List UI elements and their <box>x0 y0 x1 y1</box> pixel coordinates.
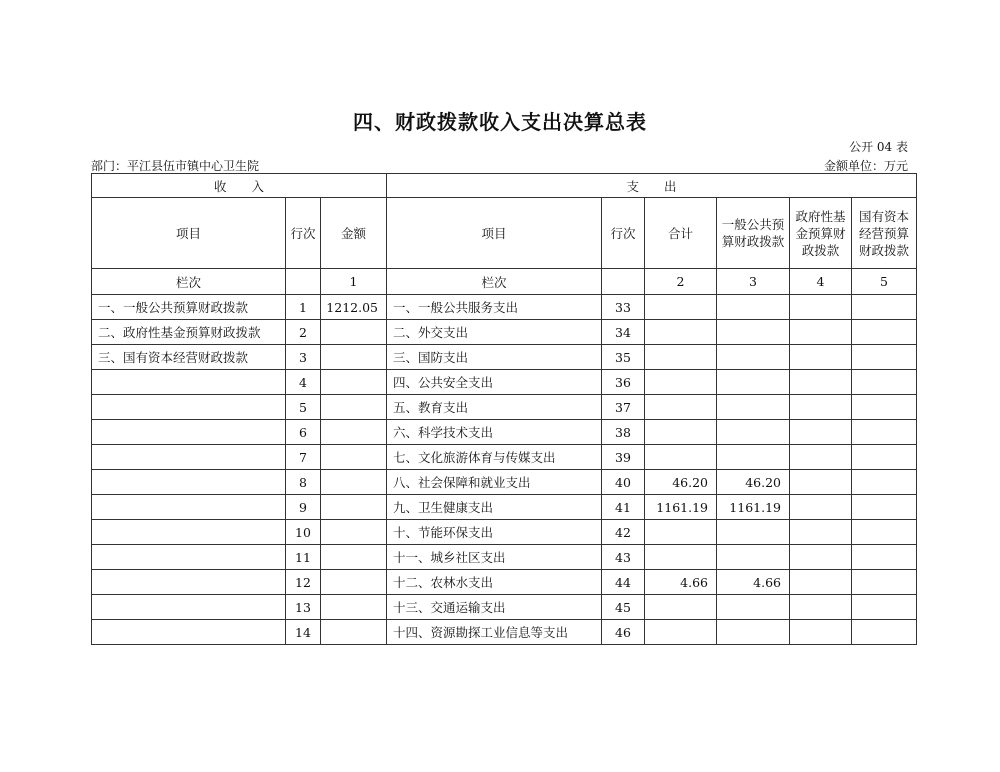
income-amount-cell <box>321 395 387 420</box>
expense-total-cell <box>645 420 717 445</box>
expense-govfund-cell <box>790 570 852 595</box>
expense-line-cell: 34 <box>602 320 645 345</box>
expense-item-cell: 七、文化旅游体育与传媒支出 <box>387 445 602 470</box>
expense-line-cell: 33 <box>602 295 645 320</box>
income-amount-cell <box>321 420 387 445</box>
expense-item-cell: 三、国防支出 <box>387 345 602 370</box>
expense-index-label: 栏次 <box>387 269 602 295</box>
expense-general-cell: 4.66 <box>717 570 790 595</box>
table-row <box>92 595 917 620</box>
expense-govfund-cell <box>790 470 852 495</box>
expense-item-cell: 十、节能环保支出 <box>387 520 602 545</box>
page-title: 四、财政拨款收入支出决算总表 <box>353 110 647 134</box>
expense-total-cell: 4.66 <box>645 570 717 595</box>
income-item-cell <box>92 495 286 520</box>
expense-stateowned-header: 国有资本经营预算财政拨款 <box>852 198 917 269</box>
expense-line-cell: 37 <box>602 395 645 420</box>
expense-stateowned-cell <box>852 620 917 645</box>
income-item-cell <box>92 570 286 595</box>
expense-total-cell <box>645 370 717 395</box>
expense-total-cell <box>645 620 717 645</box>
expense-item-cell: 十一、城乡社区支出 <box>387 545 602 570</box>
table-row <box>92 345 917 370</box>
table-row <box>92 495 917 520</box>
expense-govfund-cell <box>790 395 852 420</box>
expense-govfund-cell <box>790 320 852 345</box>
expense-line-cell: 41 <box>602 495 645 520</box>
expense-line-cell: 43 <box>602 545 645 570</box>
expense-item-cell: 五、教育支出 <box>387 395 602 420</box>
table-row <box>92 520 917 545</box>
expense-total-header: 合计 <box>645 198 717 269</box>
income-amount-cell <box>321 620 387 645</box>
expense-line-cell: 44 <box>602 570 645 595</box>
expense-general-cell <box>717 595 790 620</box>
expense-stateowned-cell <box>852 370 917 395</box>
expense-govfund-cell <box>790 295 852 320</box>
expense-item-header: 项目 <box>387 198 602 269</box>
expense-total-cell <box>645 445 717 470</box>
income-amount-cell <box>321 595 387 620</box>
table-row <box>92 470 917 495</box>
income-line-cell: 14 <box>286 620 321 645</box>
department-label: 部门：平江县伍市镇中心卫生院 <box>91 159 260 173</box>
expense-stateowned-cell <box>852 445 917 470</box>
expense-general-cell <box>717 420 790 445</box>
expense-stateowned-cell <box>852 495 917 520</box>
income-line-cell: 5 <box>286 395 321 420</box>
income-line-cell: 8 <box>286 470 321 495</box>
expense-total-cell <box>645 320 717 345</box>
expense-govfund-cell <box>790 620 852 645</box>
income-line-cell: 9 <box>286 495 321 520</box>
expense-stateowned-cell <box>852 470 917 495</box>
expense-govfund-cell <box>790 545 852 570</box>
expense-stateowned-cell <box>852 570 917 595</box>
expense-total-cell <box>645 345 717 370</box>
expense-general-header: 一般公共预算财政拨款 <box>717 198 790 269</box>
income-item-cell: 一、一般公共预算财政拨款 <box>92 295 286 320</box>
income-amount-cell <box>321 320 387 345</box>
income-line-cell: 10 <box>286 520 321 545</box>
income-item-cell: 二、政府性基金预算财政拨款 <box>92 320 286 345</box>
income-item-cell <box>92 595 286 620</box>
income-item-cell <box>92 445 286 470</box>
expense-item-cell: 一、一般公共服务支出 <box>387 295 602 320</box>
income-line-no-header: 行次 <box>286 198 321 269</box>
income-amount-cell <box>321 570 387 595</box>
income-line-cell: 3 <box>286 345 321 370</box>
income-amount-cell <box>321 470 387 495</box>
expense-stateowned-cell <box>852 395 917 420</box>
table-row <box>92 570 917 595</box>
income-section-header: 收 入 <box>92 174 387 198</box>
expense-govfund-header: 政府性基金预算财政拨款 <box>790 198 852 269</box>
expense-stateowned-cell <box>852 595 917 620</box>
income-amount-cell <box>321 345 387 370</box>
expense-general-cell: 1161.19 <box>717 495 790 520</box>
income-item-cell <box>92 520 286 545</box>
income-item-cell <box>92 395 286 420</box>
income-item-header: 项目 <box>92 198 286 269</box>
section-header-row <box>92 174 917 198</box>
income-item-cell <box>92 370 286 395</box>
govfund-index: 4 <box>790 269 852 295</box>
column-index-row <box>92 269 917 295</box>
income-index-label: 栏次 <box>92 269 286 295</box>
budget-summary-table <box>91 173 917 645</box>
expense-general-cell <box>717 320 790 345</box>
form-code: 公开 04 表 <box>849 140 908 154</box>
income-line-cell: 13 <box>286 595 321 620</box>
expense-stateowned-cell <box>852 545 917 570</box>
expense-govfund-cell <box>790 520 852 545</box>
income-amount-cell <box>321 445 387 470</box>
expense-general-cell: 46.20 <box>717 470 790 495</box>
income-line-cell: 12 <box>286 570 321 595</box>
column-header-row <box>92 198 917 269</box>
income-amount-cell <box>321 370 387 395</box>
income-line-cell: 2 <box>286 320 321 345</box>
table-row <box>92 545 917 570</box>
expense-govfund-cell <box>790 445 852 470</box>
expense-govfund-cell <box>790 495 852 520</box>
expense-govfund-cell <box>790 420 852 445</box>
general-index: 3 <box>717 269 790 295</box>
income-amount-index: 1 <box>321 269 387 295</box>
expense-item-cell: 十四、资源勘探工业信息等支出 <box>387 620 602 645</box>
expense-general-cell <box>717 345 790 370</box>
table-row <box>92 295 917 320</box>
expense-general-cell <box>717 370 790 395</box>
expense-total-cell: 1161.19 <box>645 495 717 520</box>
expense-stateowned-cell <box>852 520 917 545</box>
expense-line-cell: 45 <box>602 595 645 620</box>
income-item-cell <box>92 470 286 495</box>
income-amount-cell: 1212.05 <box>321 295 387 320</box>
expense-stateowned-cell <box>852 420 917 445</box>
table-row <box>92 420 917 445</box>
expense-item-cell: 十三、交通运输支出 <box>387 595 602 620</box>
expense-total-cell <box>645 295 717 320</box>
expense-item-cell: 九、卫生健康支出 <box>387 495 602 520</box>
stateowned-index: 5 <box>852 269 917 295</box>
table-row <box>92 320 917 345</box>
income-line-cell: 11 <box>286 545 321 570</box>
expense-total-cell <box>645 395 717 420</box>
expense-line-cell: 39 <box>602 445 645 470</box>
expense-line-cell: 38 <box>602 420 645 445</box>
expense-general-cell <box>717 545 790 570</box>
expense-section-header: 支 出 <box>387 174 917 198</box>
expense-line-cell: 46 <box>602 620 645 645</box>
expense-govfund-cell <box>790 345 852 370</box>
expense-stateowned-cell <box>852 345 917 370</box>
income-amount-cell <box>321 545 387 570</box>
income-item-cell: 三、国有资本经营财政拨款 <box>92 345 286 370</box>
expense-general-cell <box>717 395 790 420</box>
expense-line-index <box>602 269 645 295</box>
table-row <box>92 620 917 645</box>
expense-total-cell <box>645 595 717 620</box>
income-amount-header: 金额 <box>321 198 387 269</box>
expense-stateowned-cell <box>852 320 917 345</box>
expense-total-cell <box>645 520 717 545</box>
total-index: 2 <box>645 269 717 295</box>
expense-line-no-header: 行次 <box>602 198 645 269</box>
income-line-cell: 6 <box>286 420 321 445</box>
income-line-cell: 1 <box>286 295 321 320</box>
expense-stateowned-cell <box>852 295 917 320</box>
income-item-cell <box>92 545 286 570</box>
expense-general-cell <box>717 520 790 545</box>
expense-total-cell <box>645 545 717 570</box>
expense-general-cell <box>717 620 790 645</box>
income-amount-cell <box>321 495 387 520</box>
expense-total-cell: 46.20 <box>645 470 717 495</box>
income-line-index <box>286 269 321 295</box>
expense-line-cell: 40 <box>602 470 645 495</box>
expense-govfund-cell <box>790 595 852 620</box>
income-item-cell <box>92 420 286 445</box>
expense-general-cell <box>717 295 790 320</box>
expense-item-cell: 二、外交支出 <box>387 320 602 345</box>
expense-general-cell <box>717 445 790 470</box>
income-line-cell: 4 <box>286 370 321 395</box>
expense-govfund-cell <box>790 370 852 395</box>
expense-item-cell: 六、科学技术支出 <box>387 420 602 445</box>
expense-item-cell: 十二、农林水支出 <box>387 570 602 595</box>
table-row <box>92 395 917 420</box>
income-line-cell: 7 <box>286 445 321 470</box>
income-amount-cell <box>321 520 387 545</box>
income-item-cell <box>92 620 286 645</box>
expense-line-cell: 35 <box>602 345 645 370</box>
table-row <box>92 445 917 470</box>
expense-item-cell: 四、公共安全支出 <box>387 370 602 395</box>
table-row <box>92 370 917 395</box>
expense-item-cell: 八、社会保障和就业支出 <box>387 470 602 495</box>
expense-line-cell: 36 <box>602 370 645 395</box>
amount-unit-label: 金额单位：万元 <box>823 159 908 173</box>
expense-line-cell: 42 <box>602 520 645 545</box>
